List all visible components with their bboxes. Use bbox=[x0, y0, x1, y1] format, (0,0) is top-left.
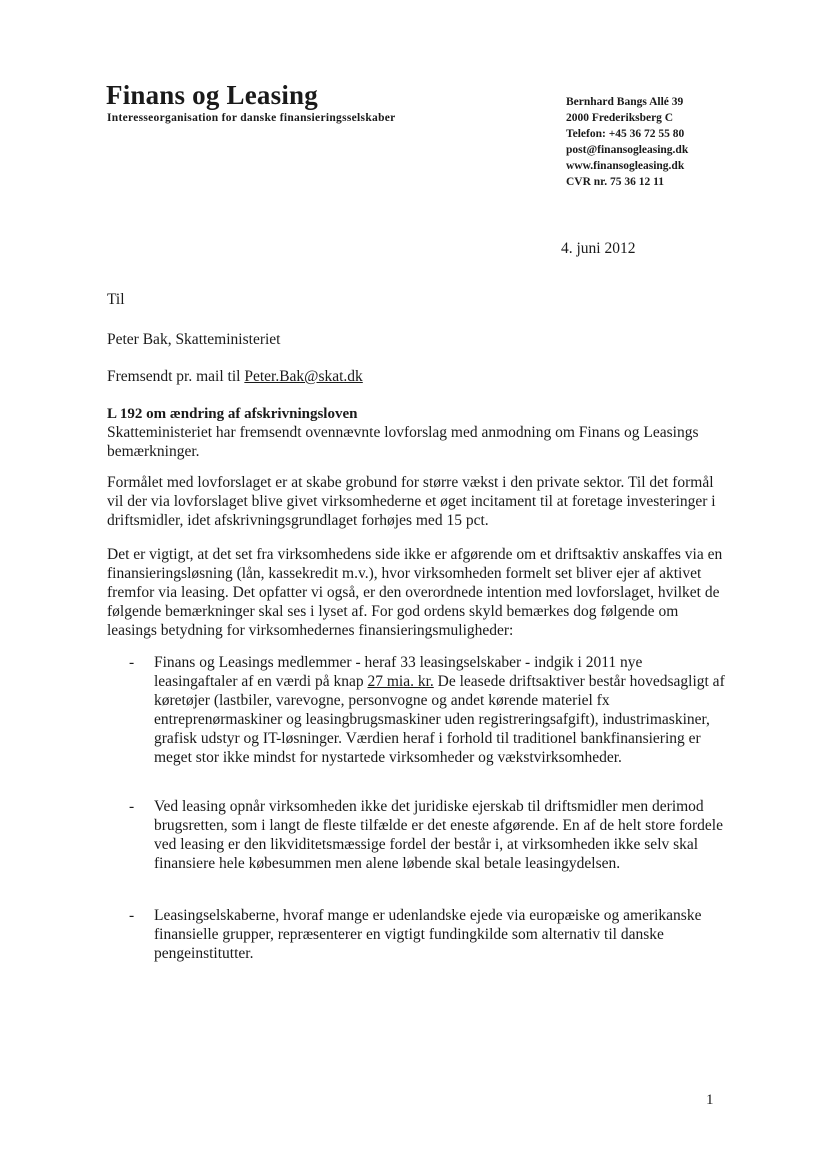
contact-block bbox=[566, 94, 688, 190]
address-line-2: 2000 Frederiksberg C bbox=[566, 112, 674, 124]
subject-heading: L 192 om ændring af afskrivningsloven bbox=[107, 406, 358, 422]
org-subtitle: Interesseorganisation for danske finansieringsselskaber bbox=[107, 112, 396, 124]
email: post@finansogleasing.dk bbox=[566, 144, 689, 156]
address-line-1: Bernhard Bangs Allé 39 bbox=[566, 96, 684, 108]
list-item-text bbox=[154, 653, 729, 767]
cvr-number: CVR nr. 75 36 12 11 bbox=[566, 176, 664, 188]
list-item-text-a: Finans og Leasings medlemmer - heraf 33 leasingselskaber - indgik i 2011 nye leasingaftaler af en værdi på knap bbox=[154, 654, 643, 690]
list-item-text-b: De leasede driftsaktiver består hovedsagligt af køretøjer (lastbiler, varevogne, personvogne og andet kørende materiel fx entreprenørmaskiner og leasingbrugsmaskiner uden registreringsafgift), industrimaskiner, grafisk udstyr og IT-løsninger. Værdien heraf i forhold til traditionel bankfinansiering er meget stor ikke mindst for nystartede virksomheder og vækstvirksomheder. bbox=[154, 673, 725, 766]
underlined-amount: 27 mia. kr. bbox=[367, 673, 434, 690]
list-item-text: Ved leasing opnår virksomheden ikke det juridiske ejerskab til driftsmidler men derimod brugsretten, som i langt de fleste tilfælde er det eneste afgørende. En af de helt store fordele ved leasing er den likviditetsmæssige fordel der består i, at virksomheden ikke selv skal finansiere hele købesummen men alene løbende skal betale leasingydelsen. bbox=[154, 798, 723, 872]
recipient-name: Peter Bak, Skatteministeriet bbox=[107, 331, 281, 348]
paragraph-2: Formålet med lovforslaget er at skabe grobund for større vækst i den private sektor. Til det formål vil der via lovforslaget blive givet virksomhederne et øget incitament til at foretage investeringer i driftsmidler, idet afskrivningsgrundlaget forhøjes med 15 pct. bbox=[107, 474, 716, 529]
list-item-text: Leasingselskaberne, hvoraf mange er udenlandske ejede via europæiske og amerikanske finansielle grupper, repræsenterer en vigtigt fundingkilde som alternativ til danske pengeinstitutter. bbox=[154, 907, 702, 962]
to-label: Til bbox=[107, 291, 125, 308]
dash-marker: - bbox=[129, 907, 135, 924]
dash-marker: - bbox=[129, 798, 135, 815]
paragraph-1: Skatteministeriet har fremsendt ovennævnte lovforslag med anmodning om Finans og Leasings bemærkninger. bbox=[107, 424, 699, 460]
sent-prefix: Fremsendt pr. mail til bbox=[107, 368, 245, 385]
page-number: 1 bbox=[706, 1092, 714, 1108]
website: www.finansogleasing.dk bbox=[566, 160, 685, 172]
letter-date: 4. juni 2012 bbox=[561, 240, 636, 257]
phone: Telefon: +45 36 72 55 80 bbox=[566, 128, 685, 140]
sent-line bbox=[107, 367, 727, 386]
org-name: Finans og Leasing bbox=[106, 80, 318, 110]
dash-marker: - bbox=[129, 654, 135, 671]
recipient-email-link[interactable]: Peter.Bak@skat.dk bbox=[244, 368, 363, 385]
paragraph-3: Det er vigtigt, at det set fra virksomhedens side ikke er afgørende om et driftsaktiv anskaffes via en finansieringsløsning (lån, kassekredit m.v.), hvor virksomheden formelt set bliver ejer af aktivet fremfor via leasing. Det opfatter vi også, er den overordnede intention med lovforslaget, hvilket de følgende bemærkninger skal ses i lyset af. For god ordens skyld bemærkes dog følgende om leasings betydning for virksomhedernes finansieringsmuligheder: bbox=[107, 546, 723, 639]
